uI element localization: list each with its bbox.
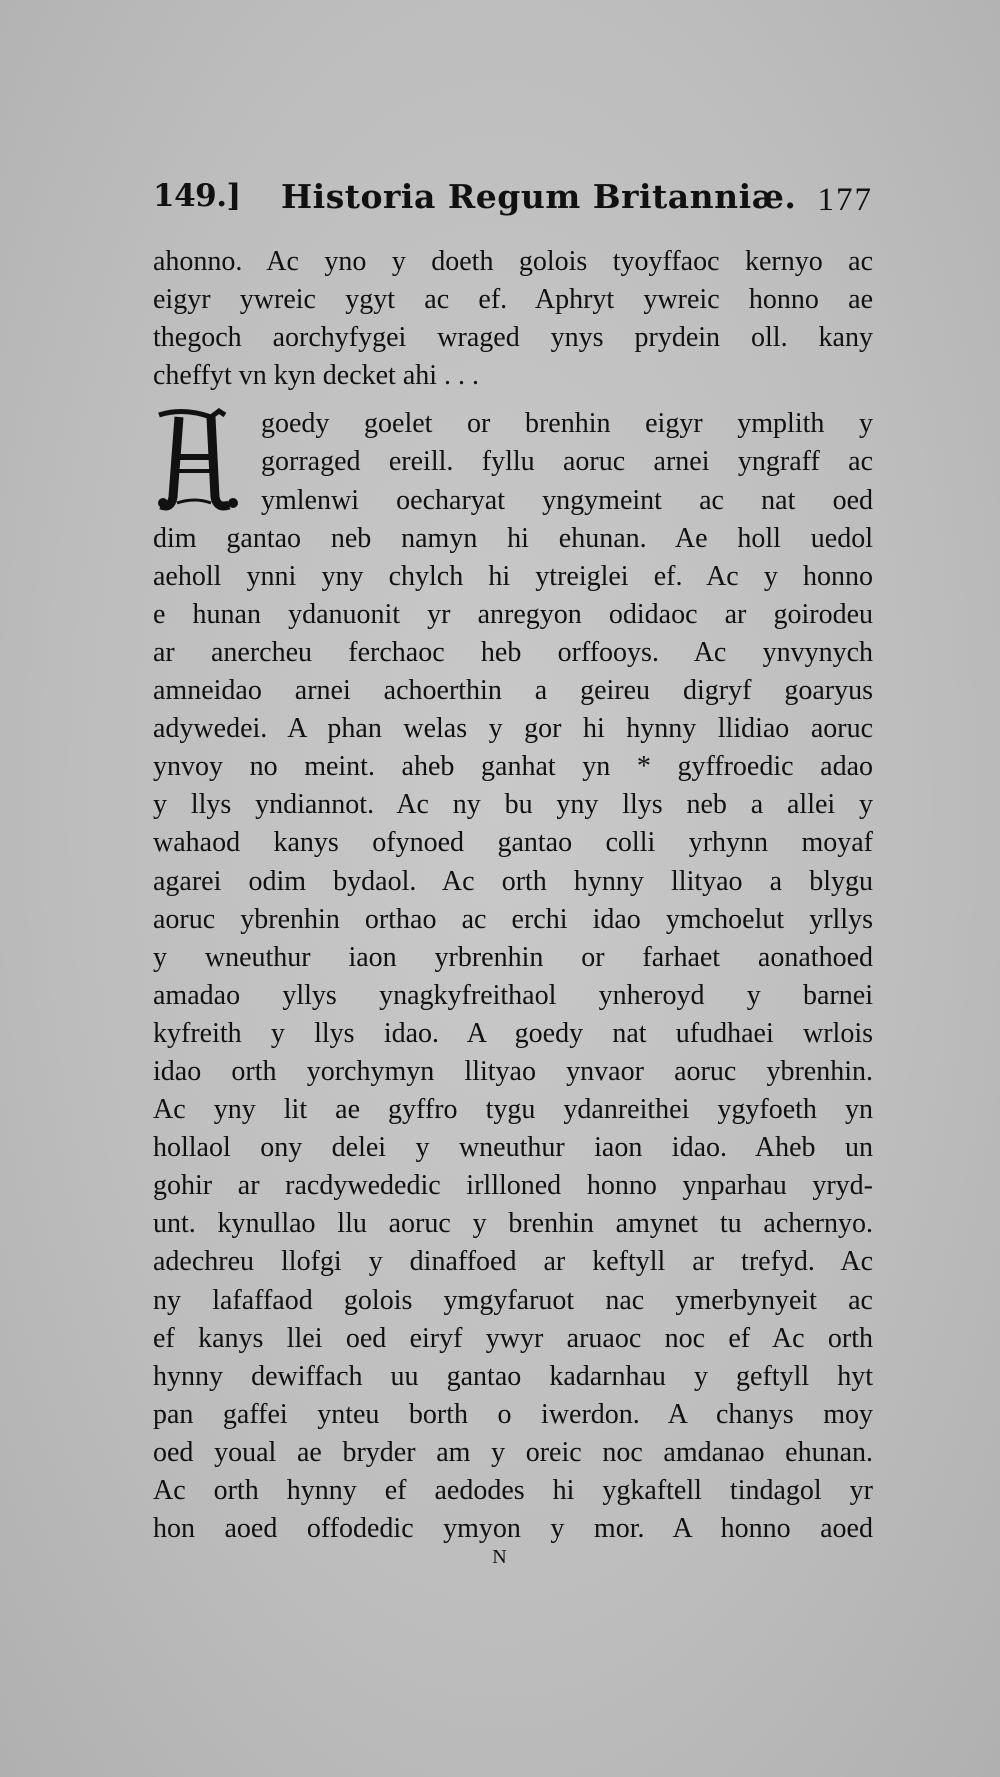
text-line: e hunan ydanuonit yr anregyon odidaoc ar goirodeu (153, 598, 873, 630)
text-line: ny lafaffaod golois ymgyfaruot nac ymerbynyeit ac (153, 1284, 873, 1316)
text-line: y llys yndiannot. Ac ny bu yny llys neb a allei y (153, 789, 873, 821)
text-line: y wneuthur iaon yrbrenhin or farhaet aonathoed (153, 941, 873, 973)
text-line: aeholl ynni yny chylch hi ytreiglei ef. Ac y honno (153, 560, 873, 592)
text-line: Ac yny lit ae gyffro tygu ydanreithei ygyfoeth yn (153, 1094, 873, 1126)
paragraph-with-drop-cap (153, 405, 873, 1548)
text-line: hynny dewiffach uu gantao kadarnhau y geftyll hyt (153, 1360, 873, 1392)
text-line: amneidao arnei achoerthin a geireu digryf goaryus (153, 675, 873, 707)
text-line: goedy goelet or brenhin eigyr ymplith y (261, 408, 873, 440)
text-line: adywedei. A phan welas y gor hi hynny llidiao aoruc (153, 713, 873, 745)
text-line: hon aoed offodedic ymyon y mor. A honno aoed (153, 1513, 873, 1545)
body-text (153, 243, 873, 1548)
text-line: eigyr ywreic ygyt ac ef. Aphryt ywreic honno ae (153, 284, 873, 316)
text-line: agarei odim bydaol. Ac orth hynny llityao a blygu (153, 865, 873, 897)
text-line: pan gaffei ynteu borth o iwerdon. A chanys moy (153, 1398, 873, 1430)
signature-mark: N (492, 1546, 508, 1568)
text-line: gorraged ereill. fyllu aoruc arnei yngraff ac (261, 446, 873, 478)
text-line: kyfreith y llys idao. A goedy nat ufudhaei wrlois (153, 1017, 873, 1049)
text-line: ef kanys llei oed eiryf ywyr aruaoc noc ef Ac orth (153, 1322, 873, 1354)
running-header (153, 178, 873, 228)
text-line: ynvoy no meint. aheb ganhat yn * gyffroedic adao (153, 751, 873, 783)
text-line: ar anercheu ferchaoc heb orffooys. Ac ynvynych (153, 636, 873, 668)
text-line: aoruc ybrenhin orthao ac erchi idao ymchoelut yrllys (153, 903, 873, 935)
text-line: Ac orth hynny ef aedodes hi ygkaftell tindagol yr (153, 1475, 873, 1506)
text-line: ahonno. Ac yno y doeth golois tyoyffaoc kernyo ac (153, 246, 873, 277)
text-line: idao orth yorchymyn llityao ynvaor aoruc ybrenhin. (153, 1055, 873, 1087)
section-reference: 149.] (153, 178, 241, 214)
text-line: thegoch aorchyfygei wraged ynys prydein oll. kany (153, 322, 873, 354)
text-line: amadao yllys ynagkyfreithaol ynheroyd y barnei (153, 979, 873, 1011)
running-title: Historia Regum Britanniæ. (281, 177, 797, 216)
drop-cap (153, 405, 249, 515)
text-line: unt. kynullao llu aoruc y brenhin amynet tu achernyo. (153, 1208, 873, 1240)
text-line: oed youal ae bryder am y oreic noc amdanao ehunan. (153, 1436, 873, 1468)
text-line: ymlenwi oecharyat yngymeint ac nat oed (261, 484, 873, 516)
text-line: dim gantao neb namyn hi ehunan. Ae holl uedol (153, 522, 873, 554)
text-line: wahaod kanys ofynoed gantao colli yrhynn moyaf (153, 827, 873, 859)
page-number: 177 (817, 182, 873, 218)
text-line: gohir ar racdywededic irllloned honno ynparhau yryd- (153, 1170, 873, 1202)
text-line: adechreu llofgi y dinaffoed ar keftyll ar trefyd. Ac (153, 1246, 873, 1278)
text-line: cheffyt vn kyn decket ahi . . . (153, 360, 480, 392)
text-line: hollaol ony delei y wneuthur iaon idao. Aheb un (153, 1132, 873, 1164)
